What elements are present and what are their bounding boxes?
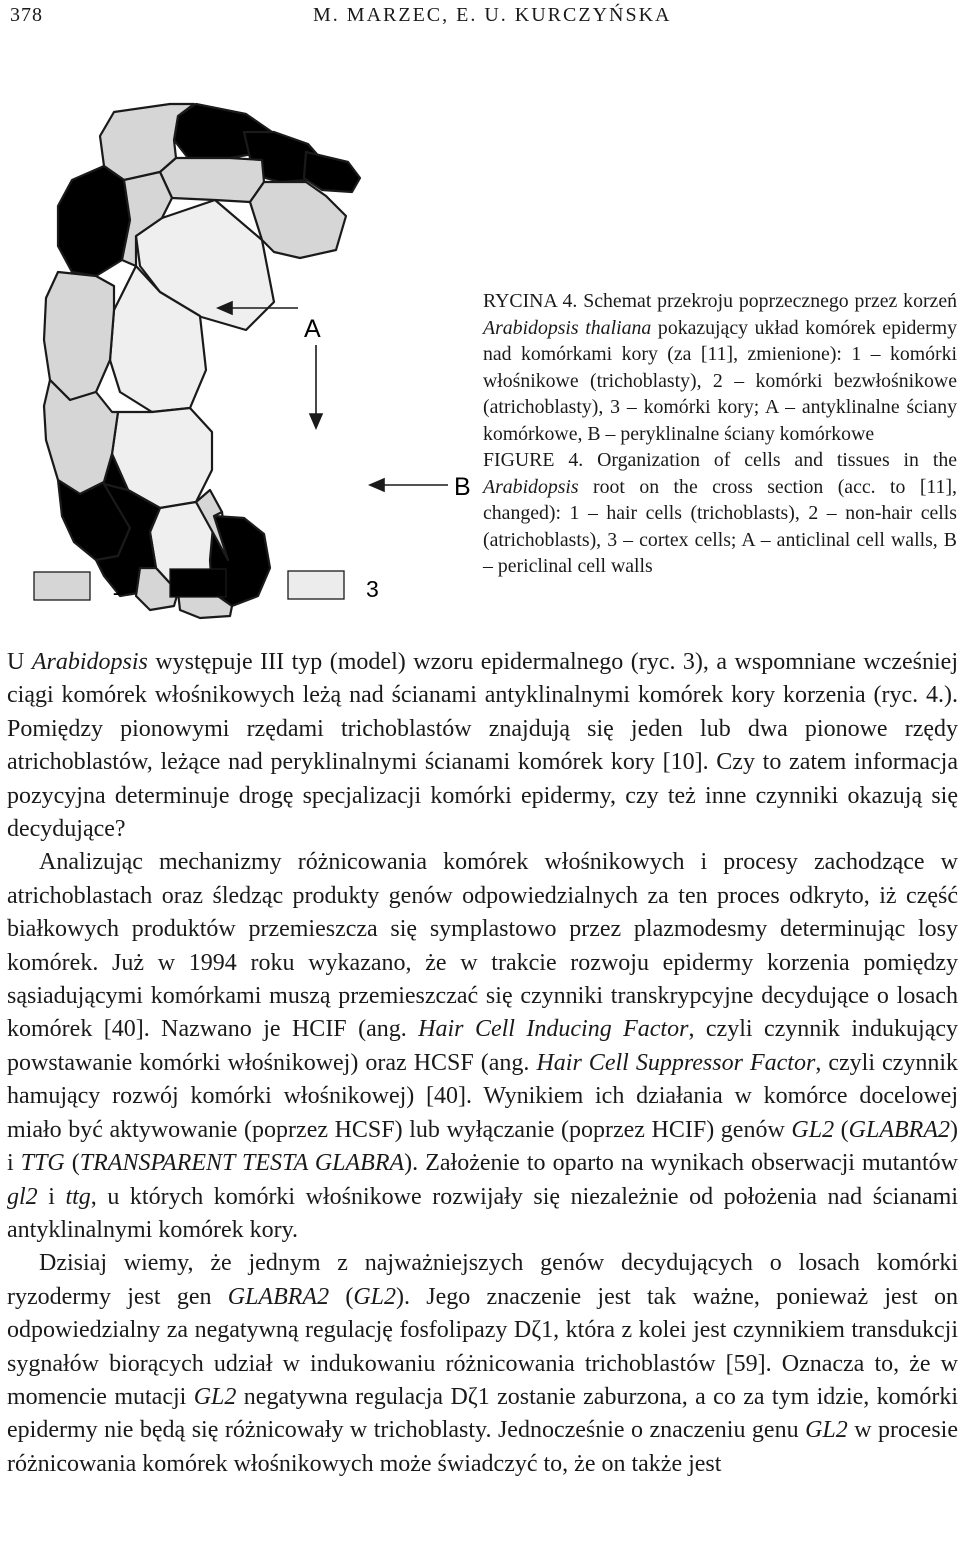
arrowhead (310, 414, 322, 428)
paragraph-3: Dzisiaj wiemy, że jednym z najważniejszych genów decydujących o losach komórki ryzodermy jest gen GLABRA2 (GL2). Jego znaczenie jest tak ważne, ponieważ jest on odpowiedzialny za negatywną regulację fosfolipazy Dζ1, która z kolei jest czynnikiem transdukcji sygnałów biorących udział w indukowaniu różnicowania trichoblastów [59]. Oznacza to, że w momencie mutacji GL2 negatywna regulacja Dζ1 zostanie zaburzona, a co za tym idzie, komórki epidermy nie będą się różnicowały w trichoblasty. Jednocześnie o znaczeniu genu GL2 w procesie różnicowania komórek włośnikowych może świadczyć to, że on także jest (7, 1250, 959, 1477)
article-body (7, 646, 958, 1481)
arrowhead (370, 479, 384, 491)
legend-swatch-atrichoblast (170, 569, 226, 597)
figure-root-cross-section (0, 40, 480, 620)
figure-caption (483, 288, 957, 580)
epidermis-cell (58, 166, 130, 276)
legend-swatch-trichoblast (34, 572, 90, 600)
legend-swatch-cortex (288, 571, 344, 599)
page-number: 378 (10, 4, 43, 26)
caption-polish: RYCINA 4. Schemat przekroju poprzecznego przez korzeń Arabidopsis thaliana pokazujący układ komórek epidermy nad komórkami kory (za [11], zmienione): 1 – komórki włośnikowe (trichoblasty), 2 – komórki bezwłośnikowe (atrichoblasty), 3 – komórki kory; A – antyklinalne ściany komórkowe, B – peryklinalne ściany komórkowe (483, 290, 957, 445)
caption-english: FIGURE 4. Organization of cells and tissues in the Arabidopsis root on the cross section (acc. to [11], changed): 1 – hair cells (trichoblasts), 2 – non-hair cells (atrichoblasts), 3 – cortex cells; A – anticlinal cell walls, B – periclinal cell walls (483, 449, 957, 577)
running-head-authors: M. MARZEC, E. U. KURCZYŃSKA (313, 4, 672, 26)
legend-number-3: 3 (366, 576, 379, 602)
paragraph-2: Analizując mechanizmy różnicowania komórek włośnikowych i procesy zachodzące w atrichoblastach oraz śledząc produkty genów odpowiedzialnych za ten proces odkryto, iż część białkowych produktów przemieszcza się symplastowo przez plazmodesmy determinując losy komórek. Już w 1994 roku wykazano, że w trakcie rozwoju epidermy korzenia pomiędzy sąsiadującymi komórkami muszą przemieszczać się czynniki transkrypcyjne decydujące o losach komórek [40]. Nazwano je HCIF (ang. Hair Cell Inducing Factor, czyli czynnik indukujący powstawanie komórki włośnikowej) oraz HCSF (ang. Hair Cell Suppressor Factor, czyli czynnik hamujący rozwój komórki włośnikowej) [40]. Wynikiem ich działania w komórce docelowej miało być aktywowanie (poprzez HCSF) lub wyłączanie (poprzez HCIF) genów GL2 (GLABRA2) i TTG (TRANSPARENT TESTA GLABRA). Założenie to oparto na wynikach obserwacji mutantów gl2 i ttg, u których komórki włośnikowe rozwijały się niezależnie od położenia nad ścianami antyklinalnymi komórek kory. (7, 849, 959, 1243)
label-b: B (454, 473, 471, 501)
legend-number-1: 1 (112, 574, 125, 600)
running-header (0, 4, 960, 28)
paragraph-1: U Arabidopsis występuje III typ (model) wzoru epidermalnego (ryc. 3), a wspomniane wcześniej ciągi komórek włośnikowych leżą nad ścianami antyklinalnymi komórek kory korzenia (ryc. 4.). Pomiędzy pionowymi rzędami trichoblastów znajdują się jeden lub dwa pionowe rzędy atrichoblastów, leżące nad peryklinalnymi ścianami komórek kory [10]. Czy to zatem informacja pozycyjna determinuje drogę specjalizacji komórki epidermy, czy też inne czynniki okazują się decydujące? (7, 649, 958, 843)
epidermis-cell (44, 272, 114, 400)
label-a: A (304, 315, 321, 343)
epidermis-cell (250, 182, 346, 258)
root-diagram (0, 40, 480, 620)
legend-number-2: 2 (247, 571, 260, 597)
epidermis-cell (160, 158, 264, 202)
